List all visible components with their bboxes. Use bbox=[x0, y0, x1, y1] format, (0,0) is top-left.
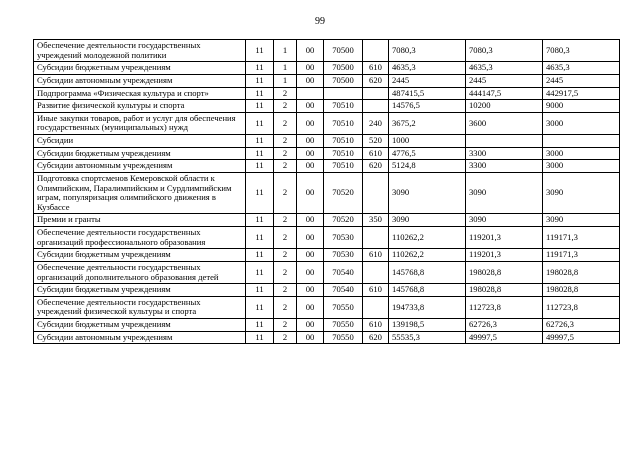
amount-year-1-cell: 2445 bbox=[389, 74, 466, 87]
amount-year-3-cell bbox=[543, 135, 620, 148]
expense-type-code-cell: 610 bbox=[363, 319, 389, 332]
expense-name-cell: Иные закупки товаров, работ и услуг для обеспечения государственных (муниципальных) нужд bbox=[34, 112, 246, 134]
amount-year-2-cell: 10200 bbox=[466, 100, 543, 113]
article-code-cell bbox=[324, 87, 363, 100]
amount-year-1-cell: 14576,5 bbox=[389, 100, 466, 113]
program-code-cell: 00 bbox=[297, 284, 324, 297]
amount-year-3-cell: 49997,5 bbox=[543, 331, 620, 344]
section-code-cell: 11 bbox=[246, 331, 274, 344]
program-code-cell: 00 bbox=[297, 40, 324, 62]
section-code-cell: 11 bbox=[246, 214, 274, 227]
article-code-cell: 70550 bbox=[324, 319, 363, 332]
amount-year-1-cell: 3090 bbox=[389, 172, 466, 214]
subsection-code-cell: 2 bbox=[274, 214, 297, 227]
amount-year-3-cell: 7080,3 bbox=[543, 40, 620, 62]
expense-type-code-cell: 350 bbox=[363, 214, 389, 227]
table-row bbox=[34, 284, 620, 297]
budget-table-body bbox=[34, 40, 620, 344]
amount-year-2-cell: 2445 bbox=[466, 74, 543, 87]
amount-year-2-cell: 198028,8 bbox=[466, 261, 543, 283]
amount-year-2-cell: 3600 bbox=[466, 112, 543, 134]
expense-type-code-cell bbox=[363, 172, 389, 214]
table-row bbox=[34, 227, 620, 249]
subsection-code-cell: 2 bbox=[274, 227, 297, 249]
expense-type-code-cell bbox=[363, 100, 389, 113]
program-code-cell: 00 bbox=[297, 261, 324, 283]
expense-type-code-cell: 610 bbox=[363, 62, 389, 75]
section-code-cell: 11 bbox=[246, 100, 274, 113]
table-row bbox=[34, 135, 620, 148]
expense-name-cell: Субсидии автономным учреждениям bbox=[34, 160, 246, 173]
program-code-cell bbox=[297, 87, 324, 100]
amount-year-1-cell: 7080,3 bbox=[389, 40, 466, 62]
expense-type-code-cell bbox=[363, 296, 389, 318]
table-row bbox=[34, 296, 620, 318]
amount-year-3-cell: 3090 bbox=[543, 172, 620, 214]
subsection-code-cell: 2 bbox=[274, 172, 297, 214]
amount-year-2-cell: 3300 bbox=[466, 147, 543, 160]
amount-year-3-cell: 2445 bbox=[543, 74, 620, 87]
program-code-cell: 00 bbox=[297, 112, 324, 134]
article-code-cell: 70540 bbox=[324, 261, 363, 283]
program-code-cell: 00 bbox=[297, 249, 324, 262]
section-code-cell: 11 bbox=[246, 249, 274, 262]
amount-year-3-cell: 198028,8 bbox=[543, 284, 620, 297]
program-code-cell: 00 bbox=[297, 160, 324, 173]
amount-year-1-cell: 145768,8 bbox=[389, 284, 466, 297]
amount-year-1-cell: 110262,2 bbox=[389, 249, 466, 262]
article-code-cell: 70500 bbox=[324, 74, 363, 87]
amount-year-1-cell: 5124,8 bbox=[389, 160, 466, 173]
subsection-code-cell: 2 bbox=[274, 135, 297, 148]
page-number: 99 bbox=[315, 16, 325, 27]
table-row bbox=[34, 319, 620, 332]
subsection-code-cell: 2 bbox=[274, 100, 297, 113]
table-row bbox=[34, 249, 620, 262]
amount-year-3-cell: 3000 bbox=[543, 147, 620, 160]
article-code-cell: 70510 bbox=[324, 112, 363, 134]
amount-year-1-cell: 3090 bbox=[389, 214, 466, 227]
amount-year-3-cell: 3090 bbox=[543, 214, 620, 227]
article-code-cell: 70500 bbox=[324, 40, 363, 62]
expense-name-cell: Субсидии бюджетным учреждениям bbox=[34, 147, 246, 160]
table-row bbox=[34, 172, 620, 214]
amount-year-2-cell: 444147,5 bbox=[466, 87, 543, 100]
subsection-code-cell: 2 bbox=[274, 261, 297, 283]
article-code-cell: 70530 bbox=[324, 249, 363, 262]
table-row bbox=[34, 40, 620, 62]
amount-year-1-cell: 3675,2 bbox=[389, 112, 466, 134]
amount-year-2-cell: 119201,3 bbox=[466, 227, 543, 249]
article-code-cell: 70510 bbox=[324, 135, 363, 148]
section-code-cell: 11 bbox=[246, 40, 274, 62]
expense-type-code-cell bbox=[363, 87, 389, 100]
expense-name-cell: Субсидии автономным учреждениям bbox=[34, 331, 246, 344]
table-row bbox=[34, 214, 620, 227]
amount-year-2-cell: 7080,3 bbox=[466, 40, 543, 62]
amount-year-2-cell: 119201,3 bbox=[466, 249, 543, 262]
expense-name-cell: Субсидии бюджетным учреждениям bbox=[34, 284, 246, 297]
amount-year-2-cell: 49997,5 bbox=[466, 331, 543, 344]
expense-name-cell: Субсидии бюджетным учреждениям bbox=[34, 62, 246, 75]
amount-year-3-cell: 9000 bbox=[543, 100, 620, 113]
program-code-cell: 00 bbox=[297, 331, 324, 344]
expense-name-cell: Обеспечение деятельности государственных организаций профессионального образования bbox=[34, 227, 246, 249]
program-code-cell: 00 bbox=[297, 147, 324, 160]
article-code-cell: 70510 bbox=[324, 160, 363, 173]
amount-year-1-cell: 110262,2 bbox=[389, 227, 466, 249]
expense-type-code-cell bbox=[363, 40, 389, 62]
section-code-cell: 11 bbox=[246, 62, 274, 75]
amount-year-2-cell bbox=[466, 135, 543, 148]
subsection-code-cell: 2 bbox=[274, 112, 297, 134]
article-code-cell: 70530 bbox=[324, 227, 363, 249]
expense-name-cell: Субсидии бюджетным учреждениям bbox=[34, 249, 246, 262]
program-code-cell: 00 bbox=[297, 135, 324, 148]
section-code-cell: 11 bbox=[246, 147, 274, 160]
expense-type-code-cell: 610 bbox=[363, 284, 389, 297]
subsection-code-cell: 2 bbox=[274, 331, 297, 344]
article-code-cell: 70540 bbox=[324, 284, 363, 297]
table-row bbox=[34, 331, 620, 344]
table-row bbox=[34, 112, 620, 134]
expense-name-cell: Подпрограмма «Физическая культура и спорт» bbox=[34, 87, 246, 100]
article-code-cell: 70550 bbox=[324, 296, 363, 318]
subsection-code-cell: 1 bbox=[274, 74, 297, 87]
subsection-code-cell: 2 bbox=[274, 147, 297, 160]
expense-name-cell: Субсидии bbox=[34, 135, 246, 148]
section-code-cell: 11 bbox=[246, 319, 274, 332]
amount-year-3-cell: 112723,8 bbox=[543, 296, 620, 318]
expense-type-code-cell: 610 bbox=[363, 147, 389, 160]
expense-name-cell: Субсидии бюджетным учреждениям bbox=[34, 319, 246, 332]
expense-type-code-cell: 620 bbox=[363, 74, 389, 87]
subsection-code-cell: 1 bbox=[274, 62, 297, 75]
amount-year-2-cell: 3090 bbox=[466, 214, 543, 227]
article-code-cell: 70550 bbox=[324, 331, 363, 344]
amount-year-3-cell: 119171,3 bbox=[543, 227, 620, 249]
subsection-code-cell: 2 bbox=[274, 296, 297, 318]
expense-name-cell: Субсидии автономным учреждениям bbox=[34, 74, 246, 87]
amount-year-1-cell: 1000 bbox=[389, 135, 466, 148]
table-row bbox=[34, 160, 620, 173]
program-code-cell: 00 bbox=[297, 172, 324, 214]
table-row bbox=[34, 100, 620, 113]
section-code-cell: 11 bbox=[246, 160, 274, 173]
amount-year-1-cell: 145768,8 bbox=[389, 261, 466, 283]
section-code-cell: 11 bbox=[246, 172, 274, 214]
program-code-cell: 00 bbox=[297, 62, 324, 75]
subsection-code-cell: 2 bbox=[274, 284, 297, 297]
table-row bbox=[34, 87, 620, 100]
amount-year-3-cell: 119171,3 bbox=[543, 249, 620, 262]
amount-year-3-cell: 3000 bbox=[543, 112, 620, 134]
section-code-cell: 11 bbox=[246, 261, 274, 283]
subsection-code-cell: 2 bbox=[274, 160, 297, 173]
section-code-cell: 11 bbox=[246, 284, 274, 297]
expense-name-cell: Обеспечение деятельности государственных учреждений физической культуры и спорта bbox=[34, 296, 246, 318]
section-code-cell: 11 bbox=[246, 112, 274, 134]
expense-name-cell: Обеспечение деятельности государственных учреждений молодежной политики bbox=[34, 40, 246, 62]
article-code-cell: 70520 bbox=[324, 214, 363, 227]
amount-year-2-cell: 112723,8 bbox=[466, 296, 543, 318]
program-code-cell: 00 bbox=[297, 296, 324, 318]
amount-year-3-cell: 4635,3 bbox=[543, 62, 620, 75]
program-code-cell: 00 bbox=[297, 74, 324, 87]
table-row bbox=[34, 261, 620, 283]
article-code-cell: 70510 bbox=[324, 100, 363, 113]
amount-year-1-cell: 55535,3 bbox=[389, 331, 466, 344]
expense-type-code-cell: 620 bbox=[363, 331, 389, 344]
table-row bbox=[34, 62, 620, 75]
section-code-cell: 11 bbox=[246, 87, 274, 100]
amount-year-1-cell: 4635,3 bbox=[389, 62, 466, 75]
amount-year-2-cell: 3300 bbox=[466, 160, 543, 173]
expense-type-code-cell: 240 bbox=[363, 112, 389, 134]
amount-year-3-cell: 442917,5 bbox=[543, 87, 620, 100]
amount-year-2-cell: 198028,8 bbox=[466, 284, 543, 297]
amount-year-2-cell: 4635,3 bbox=[466, 62, 543, 75]
program-code-cell: 00 bbox=[297, 100, 324, 113]
expense-name-cell: Подготовка спортсменов Кемеровской области к Олимпийским, Паралимпийским и Сурдлимпийским играм, популяризация олимпийского движения в Кузбассе bbox=[34, 172, 246, 214]
section-code-cell: 11 bbox=[246, 227, 274, 249]
amount-year-3-cell: 198028,8 bbox=[543, 261, 620, 283]
program-code-cell: 00 bbox=[297, 227, 324, 249]
expense-type-code-cell: 620 bbox=[363, 160, 389, 173]
expense-type-code-cell: 610 bbox=[363, 249, 389, 262]
section-code-cell: 11 bbox=[246, 74, 274, 87]
article-code-cell: 70510 bbox=[324, 147, 363, 160]
amount-year-3-cell: 62726,3 bbox=[543, 319, 620, 332]
expense-type-code-cell: 520 bbox=[363, 135, 389, 148]
amount-year-2-cell: 3090 bbox=[466, 172, 543, 214]
budget-table bbox=[33, 39, 620, 344]
expense-name-cell: Обеспечение деятельности государственных организаций дополнительного образования детей bbox=[34, 261, 246, 283]
subsection-code-cell: 2 bbox=[274, 319, 297, 332]
section-code-cell: 11 bbox=[246, 296, 274, 318]
amount-year-1-cell: 194733,8 bbox=[389, 296, 466, 318]
expense-type-code-cell bbox=[363, 227, 389, 249]
article-code-cell: 70500 bbox=[324, 62, 363, 75]
table-row bbox=[34, 74, 620, 87]
article-code-cell: 70520 bbox=[324, 172, 363, 214]
amount-year-2-cell: 62726,3 bbox=[466, 319, 543, 332]
subsection-code-cell: 1 bbox=[274, 40, 297, 62]
amount-year-1-cell: 487415,5 bbox=[389, 87, 466, 100]
expense-type-code-cell bbox=[363, 261, 389, 283]
amount-year-1-cell: 4776,5 bbox=[389, 147, 466, 160]
subsection-code-cell: 2 bbox=[274, 87, 297, 100]
expense-name-cell: Премии и гранты bbox=[34, 214, 246, 227]
section-code-cell: 11 bbox=[246, 135, 274, 148]
table-row bbox=[34, 147, 620, 160]
amount-year-1-cell: 139198,5 bbox=[389, 319, 466, 332]
subsection-code-cell: 2 bbox=[274, 249, 297, 262]
program-code-cell: 00 bbox=[297, 319, 324, 332]
amount-year-3-cell: 3000 bbox=[543, 160, 620, 173]
expense-name-cell: Развитие физической культуры и спорта bbox=[34, 100, 246, 113]
program-code-cell: 00 bbox=[297, 214, 324, 227]
